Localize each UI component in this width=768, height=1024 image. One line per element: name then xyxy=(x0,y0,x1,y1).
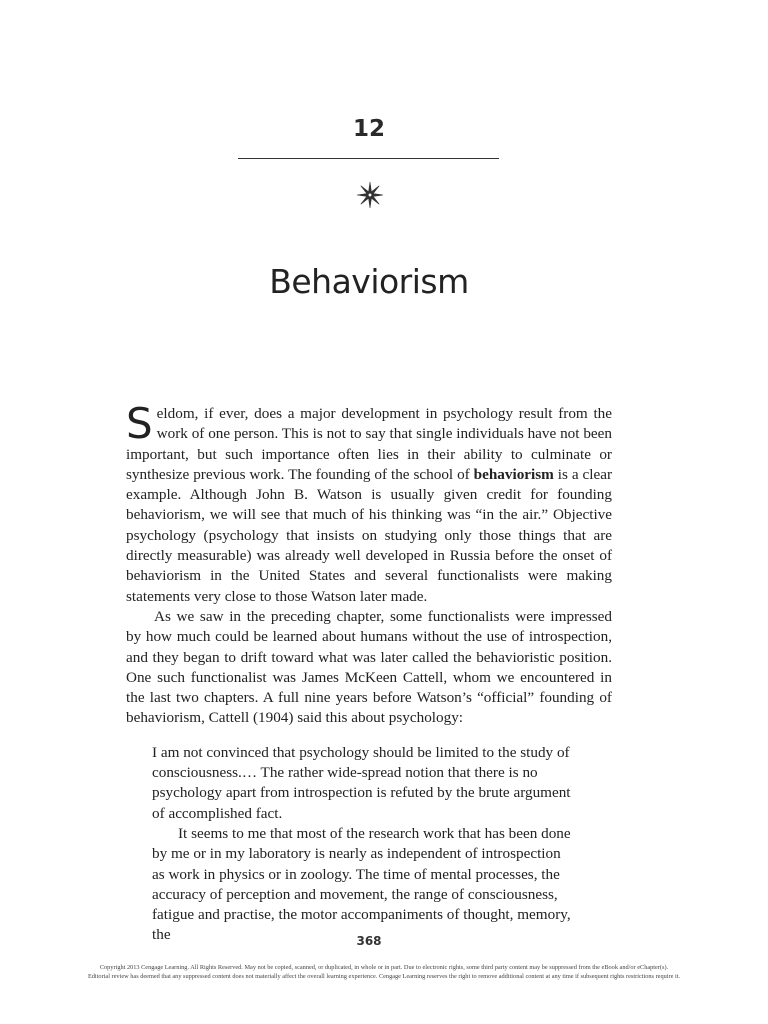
copyright-notice xyxy=(16,964,752,981)
paragraph-2: As we saw in the preceding chapter, some functionalists were impressed by how much could be learned about humans without the use of introspection, and they began to drift toward what was later called the behavioristic position. One such functionalist was James McKeen Cattell, whom we encountered in the last two chapters. A full nine years before Watson’s “official” founding of behaviorism, Cattell (1904) said this about psychology: xyxy=(126,607,612,727)
page-number: 368 xyxy=(356,934,382,948)
copyright-line-1: Copyright 2013 Cengage Learning. All Rights Reserved. May not be copied, scanned, or duplicated, in whole or in part. Due to electronic rights, some third party content may be suppressed from the eBook and/or eChapter(s). xyxy=(99,964,669,971)
chapter-rule xyxy=(238,158,499,159)
chapter-number: 12 xyxy=(352,116,385,142)
key-term-behaviorism: behaviorism xyxy=(473,465,554,483)
compass-star-ornament-icon xyxy=(355,180,385,210)
drop-cap: S xyxy=(126,399,153,448)
copyright-line-2: Editorial review has deemed that any suppressed content does not materially affect the overall learning experience. Cengage Learning reserves the right to remove additional content at any time if subsequent rights restrictions require it. xyxy=(87,972,681,980)
quote-paragraph-1: I am not convinced that psychology should be limited to the study of consciousness.… The rather wide-spread notion that there is no psychology apart from introspection is refuted by the brute argument of accomplished fact. xyxy=(152,743,571,822)
paragraph-1-text-a: eldom, if ever, does a major development in psychology result from the work of one person. This is not to say that single individuals have not been important, but such importance often lies in their ability to culminate or synthesize previous work. The founding of the school of xyxy=(126,405,612,483)
quote-paragraph-2: It seems to me that most of the research work that has been done by me or in my laboratory is nearly as independent of introspection as work in physics or in zoology. The time of mental processes, the accuracy of perception and movement, the range of consciousness, fatigue and practise, the motor accompaniments of thought, memory, the xyxy=(152,824,571,944)
block-quote xyxy=(152,743,572,946)
chapter-body xyxy=(126,399,612,946)
paragraph-1-text-b: is a clear example. Although John B. Watson is usually given credit for founding behaviorism, we will see that much of his thinking was “in the air.” Objective psychology (psychology that insists on studying only those things that are directly measurable) was already well developed in Russia before the onset of behaviorism in the United States and several functionalists were making statements very close to those Watson later made. xyxy=(126,465,612,605)
chapter-title: Behaviorism xyxy=(269,262,469,301)
paragraph-1 xyxy=(126,399,612,607)
